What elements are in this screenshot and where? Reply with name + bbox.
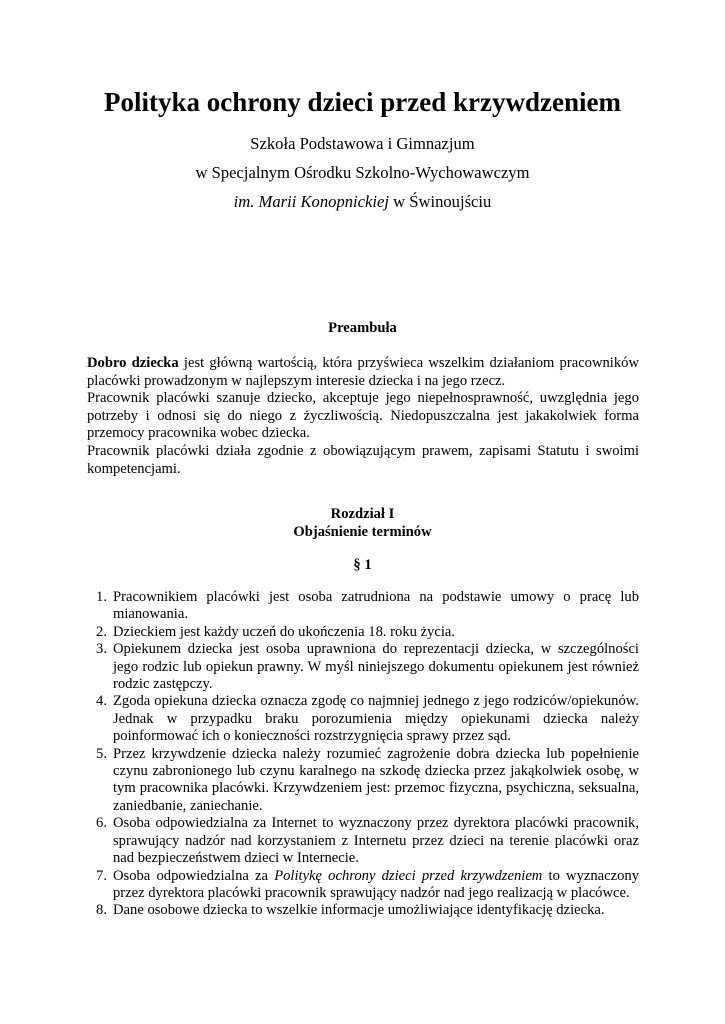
patron-name: im. Marii Konopnickiej: [233, 192, 389, 211]
preamble-bold-phrase: Dobro dziecka: [87, 355, 179, 371]
list-item-number: 8.: [96, 902, 107, 919]
institution-name: w Specjalnym Ośrodku Szkolno-Wychowawczym: [195, 163, 530, 182]
chapter-heading: Rozdział I: [330, 506, 395, 522]
preamble-paragraph-1-rest: jest główną wartością, która przyświeca wszelkim działaniom pracowników placówki prowadzonym w najlepszym interesie dziecka i na jego rzecz.: [87, 355, 639, 389]
document-title: Polityka ochrony dzieci przed krzywdzeniem: [104, 87, 621, 117]
list-item-number: 5.: [96, 745, 107, 762]
list-item-number: 1.: [96, 589, 107, 605]
preamble-heading: Preambuła: [328, 320, 397, 336]
list-item-number: 6.: [96, 815, 107, 832]
list-item-text: Osoba odpowiedzialna za Internet to wyznaczony przez dyrektora placówki pracownik, sprawujący nadzór nad korzystaniem z Internetu przez dzieci na terenie placówki oraz nad bezpieczeństwem dzieci w Internecie.: [113, 815, 639, 867]
list-item-number: 7.: [96, 867, 107, 884]
policy-title-italic: Politykę ochrony dzieci przed krzywdzeniem: [274, 867, 543, 884]
school-name: Szkoła Podstawowa i Gimnazjum: [250, 134, 475, 153]
list-item-number: 4.: [96, 693, 107, 710]
list-item-text-after: to wyznaczony przez dyrektora placówki pracownik sprawujący nadzór nad jego realizacją w placówce.: [113, 867, 639, 901]
preamble-text: [87, 355, 639, 478]
definitions-list: [87, 589, 639, 920]
list-item: [87, 589, 639, 624]
list-item: [87, 641, 639, 693]
list-item: [87, 624, 639, 641]
section-paragraph-mark: § 1: [353, 557, 372, 573]
list-item: [87, 815, 639, 867]
list-item-text: Opiekunem dziecka jest osoba uprawniona do reprezentacji dziecka, w szczególności jego rodzic lub opiekun prawny. W myśl niniejszego dokumentu opiekunem jest również rodzic zastępczy.: [113, 641, 639, 693]
list-item-text: Dane osobowe dziecka to wszelkie informacje umożliwiające identyfikację dziecka.: [113, 902, 605, 919]
list-item: [87, 868, 639, 903]
list-item: [87, 746, 639, 816]
chapter-subheading: Objaśnienie terminów: [293, 524, 432, 540]
preamble-paragraph-1: [87, 355, 639, 390]
preamble-paragraph-3: Pracownik placówki działa zgodnie z obowiązującym prawem, zapisami Statutu i swoimi kompetencjami.: [87, 442, 639, 477]
city-name: w Świnoujściu: [388, 192, 492, 211]
list-item: [87, 693, 639, 745]
list-item-number: 3.: [96, 641, 107, 658]
list-item-number: 2.: [96, 623, 107, 640]
list-item-text: Dzieckiem jest każdy uczeń do ukończenia 18. roku życia.: [113, 623, 455, 640]
preamble-paragraph-2: Pracownik placówki szanuje dziecko, akceptuje jego niepełnosprawność, uwzględnia jego potrzeby i odnosi się do niego z życzliwością. Niedopuszczalna jest jakakolwiek forma przemocy pracownika wobec dziecka.: [87, 390, 639, 442]
list-item: [87, 902, 639, 919]
patron-and-city: [0, 191, 725, 213]
list-item-text: Pracownikiem placówki jest osoba zatrudniona na podstawie umowy o pracę lub mianowania.: [113, 589, 639, 623]
list-item-text-before: Osoba odpowiedzialna za: [113, 867, 275, 884]
list-item-text: Zgoda opiekuna dziecka oznacza zgodę co najmniej jednego z jego rodziców/opiekunów. Jednak w przypadku braku porozumienia między opiekunami dziecka należy poinformować ich o konieczności rozstrzygnięcia sprawy przez sąd.: [113, 693, 639, 745]
list-item-text: Przez krzywdzenie dziecka należy rozumieć zagrożenie dobra dziecka lub popełnienie czynu zabronionego lub czynu karalnego na szkodę dziecka przez jakąkolwiek osobę, w tym pracownika placówki. Krzywdzeniem jest: przemoc fizyczna, psychiczna, seksualna, zaniedbanie, zaniechanie.: [113, 745, 639, 814]
